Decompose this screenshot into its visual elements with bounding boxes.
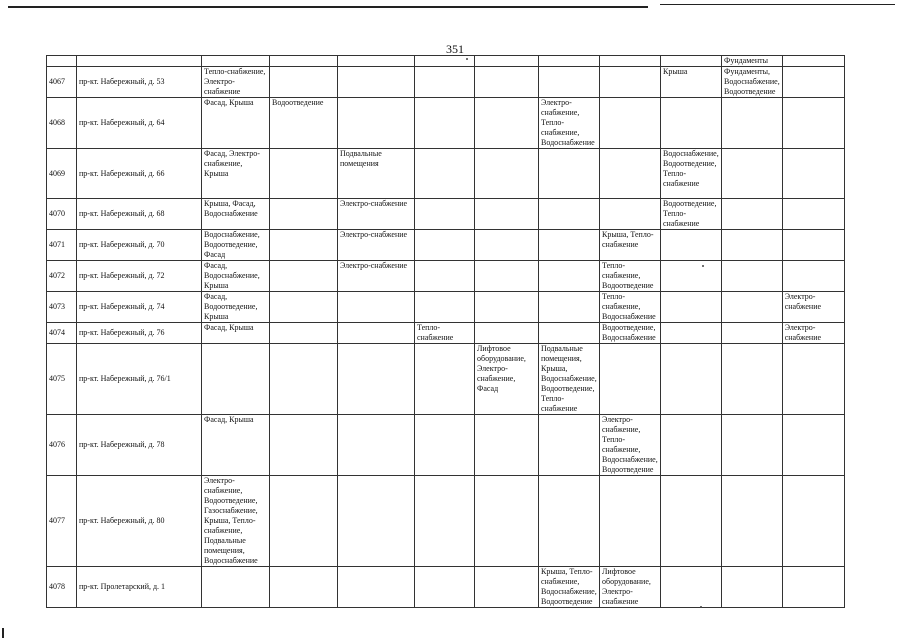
- address-cell: пр-кт. Набережный, д. 70: [77, 230, 202, 261]
- work-cell: [415, 149, 475, 199]
- work-cell: [661, 323, 722, 344]
- work-cell: [600, 199, 661, 230]
- work-cell: [338, 56, 415, 67]
- work-cell: [539, 199, 600, 230]
- work-cell: [722, 323, 783, 344]
- work-cell: [722, 98, 783, 149]
- work-cell: Фундаменты: [722, 56, 783, 67]
- work-cell: [539, 476, 600, 567]
- work-cell: [539, 323, 600, 344]
- table-row: [47, 567, 845, 608]
- work-cell: [722, 149, 783, 199]
- row-number: [47, 56, 77, 67]
- work-cell: [270, 56, 338, 67]
- work-cell: [270, 67, 338, 98]
- work-cell: [661, 56, 722, 67]
- work-cell: [475, 56, 539, 67]
- table-row: [47, 476, 845, 567]
- work-cell: [270, 323, 338, 344]
- work-cell: [415, 261, 475, 292]
- work-cell: [338, 323, 415, 344]
- work-cell: Лифтовое оборудование, Электро-снабжение, Фасад: [475, 344, 539, 415]
- address-cell: пр-кт. Набережный, д. 76: [77, 323, 202, 344]
- address-cell: пр-кт. Набережный, д. 78: [77, 415, 202, 476]
- work-cell: [338, 67, 415, 98]
- row-number: 4074: [47, 323, 77, 344]
- scan-top-edge-line: [8, 6, 648, 8]
- address-cell: пр-кт. Набережный, д. 72: [77, 261, 202, 292]
- work-cell: [661, 98, 722, 149]
- address-cell: пр-кт. Набережный, д. 68: [77, 199, 202, 230]
- work-cell: [415, 98, 475, 149]
- work-cell: [270, 199, 338, 230]
- work-cell: [661, 230, 722, 261]
- work-cell: Фасад, Крыша: [202, 323, 270, 344]
- work-cell: [270, 567, 338, 608]
- work-cell: [475, 261, 539, 292]
- work-cell: [722, 415, 783, 476]
- work-cell: [661, 292, 722, 323]
- work-cell: [270, 261, 338, 292]
- scan-speck: [466, 58, 468, 60]
- work-cell: [661, 344, 722, 415]
- work-cell: [270, 476, 338, 567]
- work-cell: [782, 67, 844, 98]
- work-cell: [539, 67, 600, 98]
- work-cell: [202, 344, 270, 415]
- work-cell: Водоснабжение, Водоотведение, Тепло-снабжение: [661, 149, 722, 199]
- work-cell: Крыша: [661, 67, 722, 98]
- work-cell: [600, 98, 661, 149]
- work-cell: [600, 67, 661, 98]
- work-cell: [539, 292, 600, 323]
- work-cell: [270, 415, 338, 476]
- work-cell: [661, 415, 722, 476]
- work-cell: [782, 261, 844, 292]
- work-cell: [782, 98, 844, 149]
- table-row: [47, 67, 845, 98]
- work-cell: Фасад, Крыша: [202, 415, 270, 476]
- address-cell: пр-кт. Набережный, д. 80: [77, 476, 202, 567]
- work-cell: Крыша, Тепло-снабжение, Водоснабжение, Водоотведение: [539, 567, 600, 608]
- work-cell: [539, 415, 600, 476]
- work-cell: Тепло-снабжение, Электро-снабжение: [202, 67, 270, 98]
- work-cell: Тепло-снабжение, Водоотведение: [600, 261, 661, 292]
- table-row: [47, 292, 845, 323]
- work-cell: [475, 476, 539, 567]
- work-cell: [338, 415, 415, 476]
- work-cell: [782, 230, 844, 261]
- work-cell: [202, 56, 270, 67]
- work-cell: [270, 344, 338, 415]
- work-cell: Фасад, Электро-снабжение, Крыша: [202, 149, 270, 199]
- work-cell: [338, 476, 415, 567]
- work-cell: [475, 98, 539, 149]
- work-cell: [782, 149, 844, 199]
- work-cell: Подвальные помещения: [338, 149, 415, 199]
- table-row: [47, 149, 845, 199]
- work-cell: Электро-снабжение, Тепло-снабжение, Водоснабжение, Водоотведение: [600, 415, 661, 476]
- row-number: 4069: [47, 149, 77, 199]
- row-number: 4077: [47, 476, 77, 567]
- work-cell: [475, 199, 539, 230]
- work-cell: [415, 567, 475, 608]
- work-cell: Лифтовое оборудование, Электро-снабжение: [600, 567, 661, 608]
- work-cell: [539, 261, 600, 292]
- work-cell: Подвальные помещения, Крыша, Водоснабжение, Водоотведение, Тепло-снабжение: [539, 344, 600, 415]
- table-row: [47, 230, 845, 261]
- work-cell: Крыша, Фасад, Водоснабжение: [202, 199, 270, 230]
- work-cell: [415, 199, 475, 230]
- work-cell: Фасад, Водоснабжение, Крыша: [202, 261, 270, 292]
- scan-speck: [700, 606, 702, 608]
- work-cell: Электро-снабжение: [338, 230, 415, 261]
- table-row: [47, 344, 845, 415]
- work-cell: [202, 567, 270, 608]
- work-cell: [475, 323, 539, 344]
- work-cell: [782, 199, 844, 230]
- work-cell: Электро-снабжение: [782, 292, 844, 323]
- work-cell: [338, 292, 415, 323]
- work-cell: [475, 149, 539, 199]
- work-cell: Электро-снабжение, Водоотведение, Газоснабжение, Крыша, Тепло-снабжение, Подвальные помещения, Водоснабжение: [202, 476, 270, 567]
- work-cell: [722, 199, 783, 230]
- work-cell: [415, 415, 475, 476]
- address-cell: пр-кт. Набережный, д. 53: [77, 67, 202, 98]
- scan-speck: [702, 265, 704, 267]
- address-cell: [77, 56, 202, 67]
- work-cell: Тепло-снабжение, Водоснабжение: [600, 292, 661, 323]
- work-cell: Водоотведение, Тепло-снабжение: [661, 199, 722, 230]
- work-cell: [782, 476, 844, 567]
- work-cell: [600, 56, 661, 67]
- work-cell: Тепло-снабжение: [415, 323, 475, 344]
- row-number: 4075: [47, 344, 77, 415]
- row-number: 4071: [47, 230, 77, 261]
- work-cell: [475, 567, 539, 608]
- page-number: 351: [446, 42, 464, 56]
- work-cell: [475, 292, 539, 323]
- row-number: 4072: [47, 261, 77, 292]
- table-row: [47, 261, 845, 292]
- repair-schedule-table: [46, 55, 845, 608]
- address-cell: пр-кт. Набережный, д. 74: [77, 292, 202, 323]
- table-row: [47, 323, 845, 344]
- work-cell: [539, 149, 600, 199]
- work-cell: Фасад, Водоотведение, Крыша: [202, 292, 270, 323]
- work-cell: Электро-снабжение: [338, 261, 415, 292]
- work-cell: [415, 476, 475, 567]
- work-cell: [661, 476, 722, 567]
- work-cell: Электро-снабжение, Тепло-снабжение, Водоснабжение: [539, 98, 600, 149]
- table-row: [47, 199, 845, 230]
- work-cell: [475, 67, 539, 98]
- address-cell: пр-кт. Пролетарский, д. 1: [77, 567, 202, 608]
- work-cell: Фундаменты, Водоснабжение, Водоотведение: [722, 67, 783, 98]
- work-cell: [270, 149, 338, 199]
- work-cell: [600, 476, 661, 567]
- scan-margin-mark: [2, 628, 4, 638]
- work-cell: [722, 567, 783, 608]
- work-cell: [415, 344, 475, 415]
- work-cell: [338, 344, 415, 415]
- work-cell: [661, 567, 722, 608]
- work-cell: [415, 292, 475, 323]
- work-cell: [415, 67, 475, 98]
- row-number: 4078: [47, 567, 77, 608]
- work-cell: [722, 476, 783, 567]
- work-cell: [415, 230, 475, 261]
- work-cell: [722, 292, 783, 323]
- address-cell: пр-кт. Набережный, д. 66: [77, 149, 202, 199]
- work-cell: [539, 56, 600, 67]
- work-cell: Водоснабжение, Водоотведение, Фасад: [202, 230, 270, 261]
- work-cell: [722, 344, 783, 415]
- row-number: 4070: [47, 199, 77, 230]
- address-cell: пр-кт. Набережный, д. 64: [77, 98, 202, 149]
- work-cell: [782, 415, 844, 476]
- work-cell: [270, 292, 338, 323]
- work-cell: [338, 98, 415, 149]
- row-number: 4073: [47, 292, 77, 323]
- table-row: [47, 56, 845, 67]
- work-cell: Крыша, Тепло-снабжение: [600, 230, 661, 261]
- work-cell: [475, 230, 539, 261]
- scan-top-edge-line-right: [660, 4, 895, 5]
- work-cell: [782, 344, 844, 415]
- work-cell: [782, 567, 844, 608]
- work-cell: Водоотведение: [270, 98, 338, 149]
- row-number: 4067: [47, 67, 77, 98]
- work-cell: [338, 567, 415, 608]
- work-cell: [722, 230, 783, 261]
- row-number: 4076: [47, 415, 77, 476]
- table-row: [47, 98, 845, 149]
- work-cell: [600, 344, 661, 415]
- address-cell: пр-кт. Набережный, д. 76/1: [77, 344, 202, 415]
- work-cell: Водоотведение, Водоснабжение: [600, 323, 661, 344]
- table-row: [47, 415, 845, 476]
- work-cell: Электро-снабжение: [782, 323, 844, 344]
- work-cell: Электро-снабжение: [338, 199, 415, 230]
- work-cell: [661, 261, 722, 292]
- work-cell: [475, 415, 539, 476]
- work-cell: [270, 230, 338, 261]
- work-cell: [539, 230, 600, 261]
- work-cell: Фасад, Крыша: [202, 98, 270, 149]
- row-number: 4068: [47, 98, 77, 149]
- work-cell: [782, 56, 844, 67]
- work-cell: [600, 149, 661, 199]
- work-cell: [722, 261, 783, 292]
